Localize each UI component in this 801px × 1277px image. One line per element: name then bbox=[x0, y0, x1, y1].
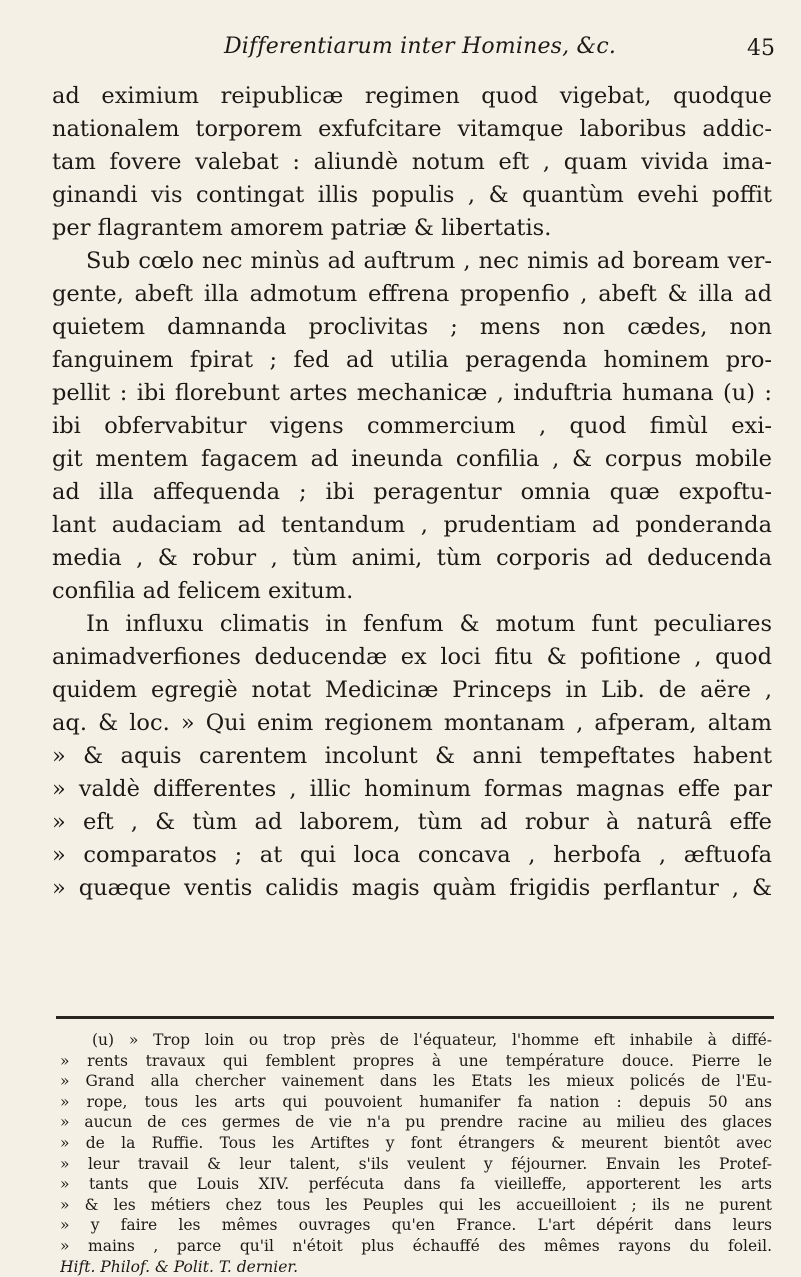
footnote-line: » tants que Louis XIV. perfécuta dans fa vieilleffe, apporterent les arts bbox=[60, 1175, 772, 1194]
text-line: » valdè differentes , illic hominum formas magnas effe par bbox=[52, 776, 772, 802]
text-line: git mentem fagacem ad ineunda confilia , & corpus mobile bbox=[52, 446, 772, 472]
text-line: » & aquis carentem incolunt & anni tempeftates habent bbox=[52, 743, 772, 769]
text-line: fanguinem fpirat ; fed ad utilia peragenda hominem pro- bbox=[52, 347, 772, 373]
text-line: ad illa affequenda ; ibi peragentur omnia quæ expoftu- bbox=[52, 479, 772, 505]
text-line: nationalem torporem exfufcitare vitamque laboribus addic- bbox=[52, 116, 772, 142]
text-line: animadverfiones deducendæ ex loci fitu & pofitione , quod bbox=[52, 644, 772, 670]
footnote-line: » rents travaux qui femblent propres à une température douce. Pierre le bbox=[60, 1051, 772, 1070]
footnote-divider bbox=[56, 1016, 774, 1019]
text-line: In influxu climatis in fenfum & motum funt peculiares bbox=[86, 611, 772, 637]
text-line: aq. & loc. » Qui enim regionem montanam , afperam, altam bbox=[52, 710, 772, 736]
text-line: quidem egregiè notat Medicinæ Princeps in Lib. de aëre , bbox=[52, 677, 772, 703]
text-line: Sub cœlo nec minùs ad auftrum , nec nimis ad boream ver- bbox=[86, 248, 772, 274]
footnote-source: Hift. Philof. & Polit. T. dernier. bbox=[60, 1257, 299, 1276]
footnote-line: » y faire les mêmes ouvrages qu'en France. L'art dépérit dans leurs bbox=[60, 1216, 772, 1235]
text-line: per flagrantem amorem patriæ & libertatis. bbox=[52, 215, 552, 241]
footnote-line: » rope, tous les arts qui pouvoient humanifer fa nation : depuis 50 ans bbox=[60, 1092, 772, 1111]
text-line: media , & robur , tùm animi, tùm corporis ad deducenda bbox=[52, 545, 772, 571]
text-line: lant audaciam ad tentandum , prudentiam ad ponderanda bbox=[52, 512, 772, 538]
text-line: » quæque ventis calidis magis quàm frigidis perflantur , & bbox=[52, 875, 772, 901]
main-text bbox=[52, 80, 772, 905]
footnote-line: » aucun de ces germes de vie n'a pu prendre racine au milieu des glaces bbox=[60, 1113, 772, 1132]
text-line: ibi obfervabitur vigens commercium , quod fimùl exi- bbox=[52, 413, 772, 439]
text-line: gente, abeft illa admotum effrena propenfio , abeft & illa ad bbox=[52, 281, 772, 307]
text-line: » comparatos ; at qui loca concava , herbofa , æftuofa bbox=[52, 842, 772, 868]
text-line: » eft , & tùm ad laborem, tùm ad robur à naturâ effe bbox=[52, 809, 772, 835]
text-line: ginandi vis contingat illis populis , & quantùm evehi poffit bbox=[52, 182, 772, 208]
footnote-line: » Grand alla chercher vainement dans les Etats les mieux policés de l'Eu- bbox=[60, 1072, 772, 1091]
text-line: confilia ad felicem exitum. bbox=[52, 578, 354, 604]
footnote-line: » mains , parce qu'il n'étoit plus échauffé des mêmes rayons du foleil. bbox=[60, 1236, 772, 1255]
running-title: Differentiarum inter Homines, &c. bbox=[223, 34, 617, 59]
footnote bbox=[60, 1030, 772, 1277]
text-line: tam fovere valebat : aliundè notum eft , quam vivida ima- bbox=[52, 149, 772, 175]
text-line: pellit : ibi florebunt artes mechanicæ , induftria humana (u) : bbox=[52, 380, 772, 406]
footnote-line: » de la Ruffie. Tous les Artiftes y font étrangers & meurent bientôt avec bbox=[60, 1133, 772, 1152]
text-line: ad eximium reipublicæ regimen quod vigebat, quodque bbox=[52, 83, 772, 109]
footnote-line: » & les métiers chez tous les Peuples qui les accueilloient ; ils ne purent bbox=[60, 1195, 772, 1214]
page-number: 45 bbox=[747, 36, 775, 61]
text-line: quietem damnanda proclivitas ; mens non cædes, non bbox=[52, 314, 772, 340]
footnote-line: (u) » Trop loin ou trop près de l'équateur, l'homme eft inhabile à diffé- bbox=[92, 1031, 772, 1049]
footnote-line: » leur travail & leur talent, s'ils veulent y féjourner. Envain les Protef- bbox=[60, 1154, 772, 1173]
